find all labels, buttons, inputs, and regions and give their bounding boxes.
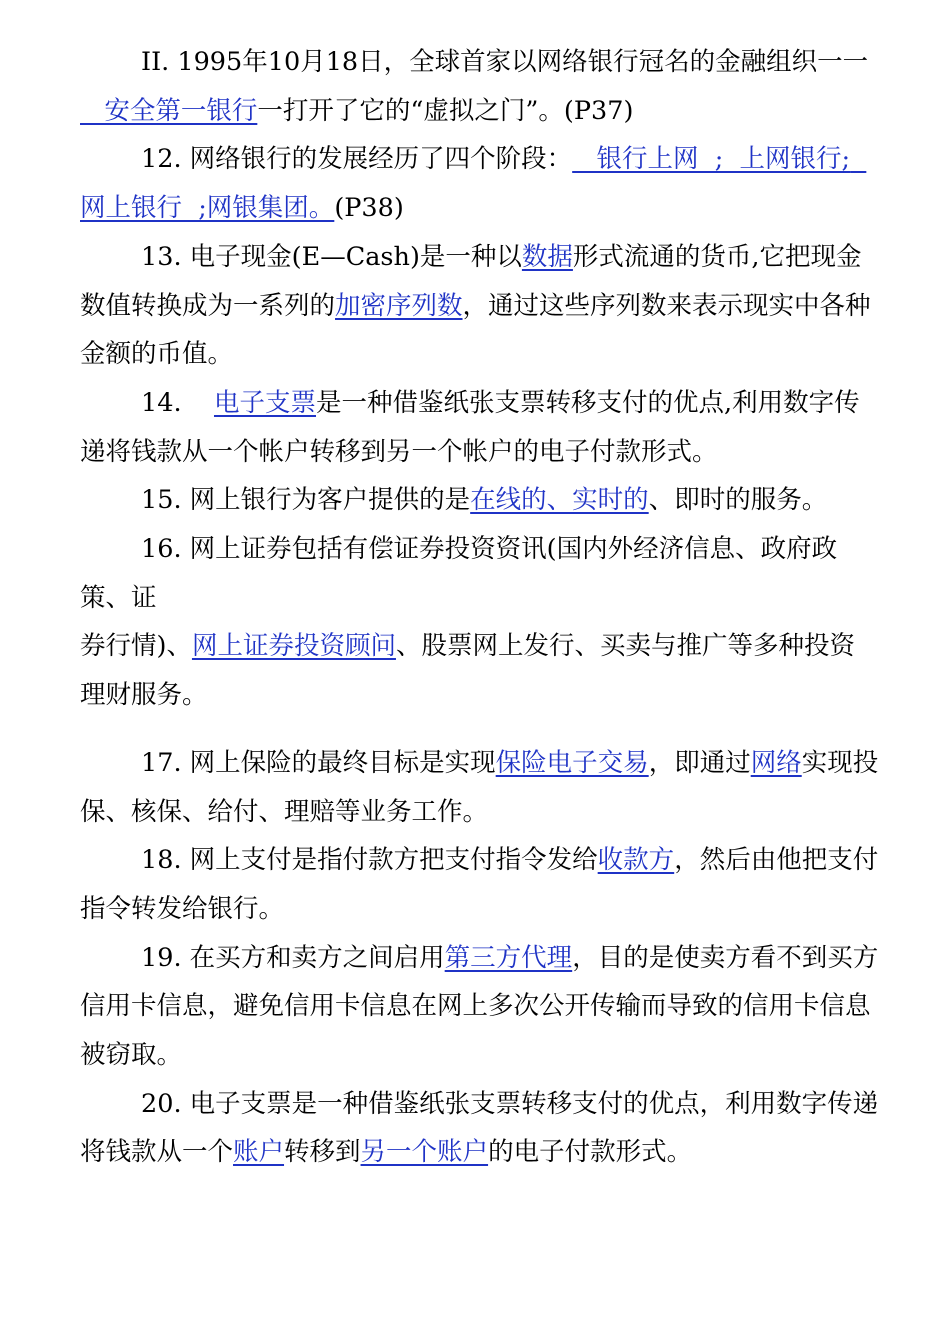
question-14-answer: 电子支票 <box>213 387 316 418</box>
question-13-answer-1: 数据 <box>521 241 573 272</box>
question-17-answer-1: 保险电子交易 <box>495 747 649 778</box>
question-19-text-end: ，目的是使卖方看不到买方信用卡信息，避免信用卡信息在网上多次公开传输而导致的信用卡信息被窃取。 <box>80 942 879 1071</box>
question-12 <box>80 135 880 232</box>
question-14-text: 是一种借鉴纸张支票转移支付的优点,利用数字传递将钱款从一个帐户转移到另一个帐户的电子付款形式。 <box>80 387 860 467</box>
question-20-text-end: 的电子付款形式。 <box>488 1137 693 1168</box>
question-14-number: 14. <box>141 387 214 418</box>
question-18 <box>80 836 880 933</box>
question-16 <box>80 525 880 622</box>
question-13 <box>80 233 880 379</box>
question-20-answer-2: 另一个账户 <box>360 1137 489 1168</box>
question-17-text-mid: ，即通过 <box>648 747 751 778</box>
question-20-text-mid: 转移到 <box>284 1137 361 1168</box>
question-19-answer: 第三方代理 <box>444 942 573 973</box>
question-12-text: 12. 网络银行的发展经历了四个阶段： <box>141 144 573 175</box>
question-13-text-mid: 形式流通的货币,它把现金数值转换成为一系列的 <box>80 241 862 321</box>
question-19-text: 19. 在买方和卖方之间启用 <box>141 942 445 973</box>
question-18-text: 18. 网上支付是指付款方把支付指令发给 <box>141 845 598 876</box>
question-17-text-end: 实现投保、核保、给付、理赔等业务工作。 <box>80 747 879 827</box>
question-11-answer: 安全第一银行 <box>80 95 258 126</box>
question-15-text-end: 、即时的服务。 <box>648 485 828 516</box>
question-12-answer: 银行上网 ; 上网银行; 网上银行 ;网银集团。 <box>80 144 867 224</box>
question-19 <box>80 934 880 1080</box>
question-18-text-end: ，然后由他把支付指令转发给银行。 <box>80 845 879 924</box>
question-13-answer-2: 加密序列数 <box>335 290 463 321</box>
question-16-text-end: 、股票网上发行、买卖与推广等多种投资理财服务。 <box>80 631 855 711</box>
question-12-page-ref: (P38) <box>334 193 404 224</box>
question-17 <box>80 739 880 836</box>
question-16-text: 16. 网上证券包括有偿证券投资资讯(国内外经济信息、政府政策、证 <box>80 534 838 613</box>
question-17-text: 17. 网上保险的最终目标是实现 <box>141 747 496 778</box>
question-20 <box>80 1080 880 1177</box>
question-13-text-end: ，通过这些序列数来表示现实中各种金额的币值。 <box>80 290 871 370</box>
question-20-text: 20. 电子支票是一种借鉴纸张支票转移支付的优点，利用数字传递将钱款从一个 <box>80 1088 879 1168</box>
document-body <box>80 38 880 1177</box>
question-11-text: II. 1995年10月18日，全球首家以网络银行冠名的金融组织一一 <box>141 47 869 77</box>
question-16-continued <box>80 622 880 719</box>
question-15-answer: 在线的、实时的 <box>470 485 649 516</box>
question-16-answer: 网上证券投资顾问 <box>191 631 396 662</box>
question-14 <box>80 379 880 476</box>
question-15-text: 15. 网上银行为客户提供的是 <box>141 485 471 516</box>
question-13-text: 13. 电子现金(E—Cash)是一种以 <box>141 241 522 272</box>
question-11 <box>80 38 880 135</box>
question-16-text-2: 券行情)、 <box>80 631 192 662</box>
question-17-answer-2: 网络 <box>750 747 802 778</box>
question-18-answer: 收款方 <box>597 845 675 876</box>
question-15 <box>80 476 880 525</box>
question-20-answer-1: 账户 <box>233 1137 285 1168</box>
question-11-text-end: 一打开了它的“虚拟之门”。(P37) <box>257 95 634 126</box>
